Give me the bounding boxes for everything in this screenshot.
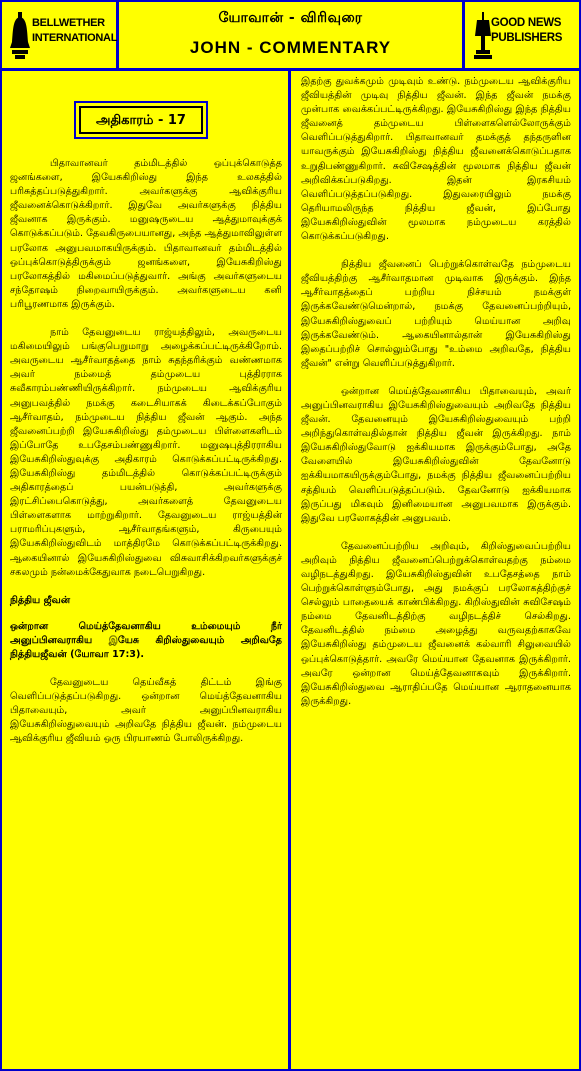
right-logo-line1: GOOD NEWS — [491, 17, 562, 29]
section-heading: நித்திய ஜீவன் — [10, 594, 71, 606]
title-area — [119, 2, 462, 68]
left-text — [10, 157, 282, 761]
lamp-icon — [473, 12, 493, 60]
title-english: JOHN - COMMENTARY — [189, 38, 392, 57]
right-column — [291, 71, 579, 1069]
left-logo-line2: INTERNATIONAL — [32, 32, 118, 44]
right-paragraph-1: இதற்கு துவக்கமும் முடிவும் உண்டு. நம்முடைய ஆவிக்குரிய ஜீவியத்தின் முடிவு நித்திய ஜீவன். இந்த ஜீவன் நமக்கு முன்பாக வைக்கப்பட்டிருக்கிறது. இயேசுகிறிஸ்து இந்த நித்திய ஜீவனைத் தம்முடைய பிள்ளைகளெல்லோருக்கும் வெளிப்படுத்துகிறார். பிதாவானவர் தமக்குத் தந்தருளின யாவருக்கும் இயேசுகிறிஸ்து நித்திய ஜீவனைக்கொடுப்பதாக உறுதிபண்ணுகிறார். சுவிசேஷத்தின் மூலமாக நித்திய ஜீவன் அறிவிக்கப்படுகிறது. இதன் இரகசியம் வெளிப்படுத்தப்படுகிறது. இதுவரையிலும் நமக்கு தெரியாமலிருந்த நித்திய ஜீவன், இப்போது இயேசுகிறிஸ்துவின் மூலமாக நம்முடைய கரத்தில் கொடுக்கப்படுகிறது. — [301, 76, 571, 243]
right-paragraph-2: நித்திய ஜீவனைப் பெற்றுக்கொள்வதே நம்முடைய ஜீவியத்திற்கு ஆசீர்வாதமான முடிவாக இருக்கும். இந்த ஆசீர்வாதத்தைப் பற்றிய நிச்சயம் நமக்குள் இருக்கவேண்டுமென்றால், நமக்கு தேவனைப்பற்றியும், இயேசுகிறிஸ்துவைப் பற்றியும் மெய்யான அறிவு இருக்கவேண்டும். ஆகையினால்தான் இயேசுகிறிஸ்து இதைப்பற்றிச் சொல்லும்போது "உம்மை அறிவதே, நித்திய ஜீவன்" என்று வெளிப்படுத்துகிறார். — [301, 259, 571, 369]
left-paragraph-2: நாம் தேவனுடைய ராஜ்யத்திலும், அவருடைய மகிமையிலும் பங்குபெறுமாறு அழைக்கப்பட்டிருக்கிறோம். அவருடைய ஆசீர்வாதத்தை நாம் சுதந்தரிக்கும் வண்ணமாக அவர் நம்மைத் தம்முடைய புத்திரராக சுவீகாரம்பண்ணியிருக்கிறார். நம்முடைய ஆவிக்குரிய அனுபவத்தில் நமக்கு கடைசியாகக் கிடைக்கப்போகும் ஆசீர்வாதம், நம்முடைய நித்திய ஜீவன் ஆகும். அந்த ஜீவனைப்பற்றி இயேசுகிறிஸ்து தம்முடைய பிள்ளைகளிடம் இப்போதே உபதேசம்பண்ணுகிறார். மனுஷபுத்திரராகிய இயேசுகிறிஸ்துவுக்கு அதிகாரம் கொடுக்கப்பட்டிருக்கிறது. இயேசுகிறிஸ்து தம்மிடத்தில் கொடுக்கப்பட்டிருக்கும் அதிகாரத்தைப் பயன்படுத்தி, அவர்களுக்கு இரட்சிப்பைகொடுத்து, அவர்களைத் தேவனுடைய பிள்ளைகளாக மாற்றுகிறார். தேவனுடைய ராஜ்யத்தின் பராமரிப்புகளும், ஆசீர்வாதங்களும், கிருபையும் இயேசுகிறிஸ்துவிடம் மாத்திரமே கொடுக்கப்பட்டிருக்கிறது. ஆகையினால் இயேசுகிறிஸ்துவை விசுவாசிக்கிறவர்களுக்குச் சகலமும் நன்மைக்கேதுவாக நடைபெறுகிறது. — [10, 327, 282, 578]
bellwether-logo — [2, 2, 119, 68]
left-paragraph-3: தேவனுடைய தெய்வீகத் திட்டம் இங்கு வெளிப்படுத்தப்படுகிறது. ஒன்றான மெய்த்தேவனாகிய பிதாவையும், அவர் அனுப்பினவராகிய இயேசுகிறிஸ்துவையும் அறிவதே நித்திய ஜீவன். நம்முடைய ஆவிக்குரிய ஜீவியம் ஒரு பிரயாணம் போலிருக்கிறது. — [10, 677, 282, 745]
left-paragraph-1: பிதாவானவர் தம்மிடத்தில் ஒப்புக்கொடுத்த ஜனங்களை, இயேசுகிறிஸ்து இந்த உலகத்தில் பரிசுத்தப்படுத்துகிறார். அவர்களுக்கு ஆவிக்குரிய ஜீவனைக்கொடுக்கிறார். இதுவே அவர்களுக்கு நித்திய ஜீவனாக இருக்கும். மனுஷருடைய ஆத்துமாவுக்குக் கொடுக்கப்படும். தேவகிருபையானது, அந்த ஆத்துமாவிலுள்ள பரலோக அனுபவமாகயிருக்கும். பிதாவானவர் தம்மிடத்தில் ஒப்புக்கொடுத்திருக்கும் ஜனங்களை, இயேசுகிறிஸ்து பரலோகத்தில் மகிமைப்படுத்துவார். அங்கு அவர்களுடைய சந்தோஷம் நிறைவாயிருக்கும். அவர்களுடைய கனி பரிபூரணமாக இருக்கும். — [10, 158, 282, 310]
right-text — [301, 75, 571, 723]
good-news-logo — [462, 2, 579, 68]
verse-quote: ஒன்றான மெய்த்தேவனாகிய உம்மையும் நீர் அனுப்பினவராகிய இயேசு கிறிஸ்துவையும் அறிவதே நித்தியஜீவன் (யோவா 17:3). — [10, 620, 282, 660]
chapter-label: அதிகாரம் - 17 — [79, 106, 203, 134]
header — [2, 2, 579, 71]
right-paragraph-3: ஒன்றான மெய்த்தேவனாகிய பிதாவையும், அவர் அனுப்பினவராகிய இயேசுகிறிஸ்துவையும் அறிவதே நித்திய ஜீவன். தேவனையும் இயேசுகிறிஸ்துவையும் பற்றி அறிந்துகொள்வதில்தான் நித்திய ஜீவன் இருக்கிறது. நாம் இயேசுகிறிஸ்துவோடு ஐக்கியமாக இருக்கும்போது, அதே வேளையில் இயேசுகிறிஸ்துவின் தேவனோடு ஐக்கியமாகயிருக்கும்போது, நமக்கு நித்திய ஜீவனைப்பற்றிய சத்தியம் வெளிப்படுத்தப்படும். தேவனோடு ஐக்கியமாக இருப்பது மிகவும் இனிமையான அனுபவமாக இருக்கும். இதுவே பரலோகத்தின் அனுபவம். — [301, 385, 571, 524]
right-logo-line2: PUBLISHERS — [491, 32, 563, 44]
right-paragraph-4: தேவனைப்பற்றிய அறிவும், கிறிஸ்துவைப்பற்றிய அறிவும் நித்திய ஜீவனைப்பெற்றுக்கொள்வதற்கு நம்மை வழிநடத்துகிறது. இயேசுகிறிஸ்துவின் உபதேசத்தை நாம் பெற்றுக்கொள்ளும்போது, அது நமக்குப் பரலோகத்திற்குச் செல்லும் பாதையைக் காண்பிக்கிறது. கிறிஸ்துவின் சுவிசேஷம் நம்மை தேவனிடத்திற்கு வழிநடத்திச் செல்கிறது. தேவனிடத்தில் நம்மை அழைத்து வருவதற்காகவே இயேசுகிறிஸ்து தம்முடைய ஜீவனைக் கல்வாரி சிலுவையில் ஒப்புக்கொடுத்தார். அவரே மெய்யான தேவனாக இருக்கிறார். அவரே ஒன்றான மெய்த்தேவனாகவும் இருக்கிறார். இயேசுகிறிஸ்துவை ஆராதிப்பதே மெய்யான ஆராதனையாக இருக்கிறது. — [301, 540, 571, 707]
left-column — [2, 71, 291, 1069]
left-logo-line1: BELLWETHER — [32, 17, 105, 29]
bell-icon — [10, 12, 30, 60]
chapter-box — [74, 101, 208, 139]
title-tamil: யோவான் - விரிவுரை — [218, 10, 363, 26]
